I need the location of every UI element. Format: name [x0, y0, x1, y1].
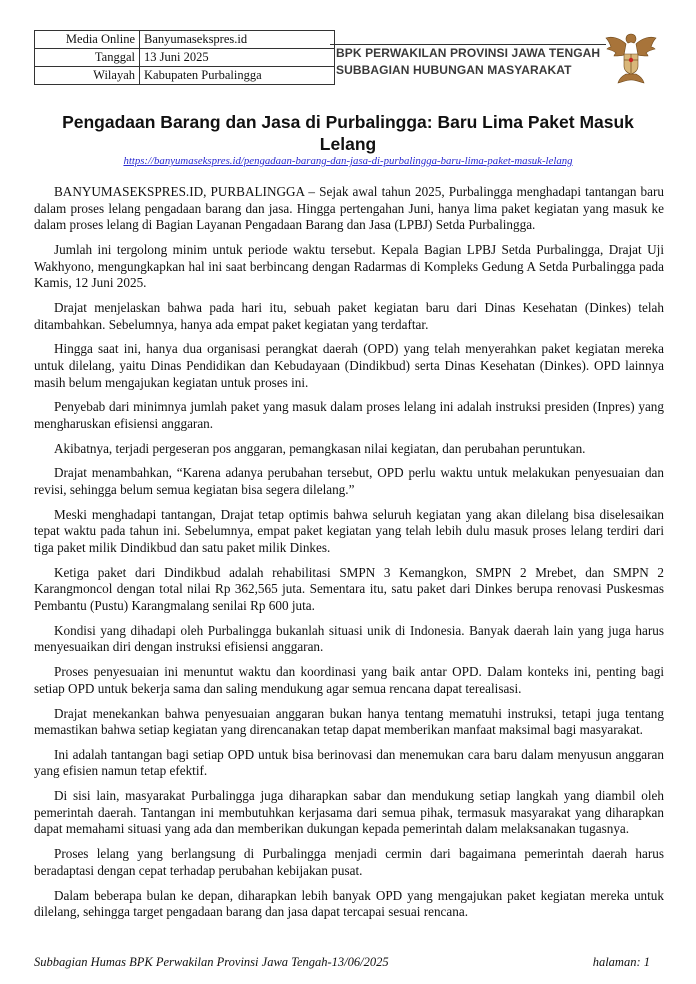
article-paragraph: Ketiga paket dari Dindikbud adalah rehabilitasi SMPN 3 Kemangkon, SMPN 2 Mrebet, dan SMPN 2 Karangmoncol dengan total nilai Rp 362,565 juta. Sementara itu, satu paket dari Dinkes berupa renovasi Puskesmas Pembantu (Pustu) Karangmalang senilai Rp 600 juta. — [34, 564, 664, 613]
article-paragraph: Meski menghadapi tantangan, Drajat tetap optimis bahwa seluruh kegiatan yang akan dilelang bisa diselesaikan tepat waktu pada tahun ini. Sebelumnya, empat paket kegiatan yang telah lebih dulu masuk proses lelang terdiri dari tiga paket milik Dindikbud dan satu paket milik Dinkes. — [34, 506, 664, 555]
article-paragraph: Drajat menjelaskan bahwa pada hari itu, sebuah paket kegiatan baru dari Dinas Kesehatan (Dinkes) telah ditambahkan. Sebelumnya, hanya ada empat paket kegiatan yang terdaftar. — [34, 299, 664, 332]
media-label: Media Online — [35, 31, 140, 49]
article-paragraph: Ini adalah tantangan bagi setiap OPD untuk bisa berinovasi dan menemukan cara baru dalam menyusun anggaran yang efisien namun tetap efektif. — [34, 746, 664, 779]
article-paragraph: Dalam beberapa bulan ke depan, diharapkan lebih banyak OPD yang mengajukan paket kegiatan mereka untuk dilelang, sehingga target pengadaan barang dan jasa dapat tercapai sesuai rencana. — [34, 887, 664, 920]
article-url-link[interactable]: https://banyumasekspres.id/pengadaan-barang-dan-jasa-di-purbalingga-baru-lima-paket-masuk-lelang — [123, 155, 573, 167]
article-paragraph: Jumlah ini tergolong minim untuk periode waktu tersebut. Kepala Bagian LPBJ Setda Purbalingga, Drajat Uji Wakhyono, mengungkapkan hal ini saat berbincang dengan Radarmas di Kompleks Gedung A Setda Purbalingga pada Kamis, 12 Juni 2025. — [34, 241, 664, 291]
region-value: Kabupaten Purbalingga — [140, 67, 335, 85]
media-value: Banyumasekspres.id — [140, 31, 335, 49]
footer-source: Subbagian Humas BPK Perwakilan Provinsi Jawa Tengah-13/06/2025 — [34, 955, 389, 969]
article-paragraph: Proses lelang yang berlangsung di Purbalingga menjadi cermin dari bagaimana pemerintah daerah harus beradaptasi dengan cepat terhadap perubahan kebijakan pusat. — [34, 846, 664, 878]
article-paragraph: Proses penyesuaian ini menuntut waktu dan koordinasi yang baik antar OPD. Dalam konteks ini, penting bagi setiap OPD untuk bekerja sama dan saling mendukung agar semua rencana dapat terealisasi. — [34, 664, 664, 696]
date-label: Tanggal — [35, 49, 140, 67]
org-line-2: SUBBAGIAN HUBUNGAN MASYARAKAT — [336, 63, 572, 77]
article-paragraph: BANYUMASEKSPRES.ID, PURBALINGGA – Sejak awal tahun 2025, Purbalingga menghadapi tantangan baru dalam proses lelang pengadaan barang dan jasa. Hingga pertengahan Juni, hanya lima paket kegiatan yang masuk ke dalam proses lelang di Bagian Layanan Pengadaan Barang dan Jasa (LPBJ) Setda Purbalingga. — [34, 184, 664, 233]
date-row — [35, 49, 335, 67]
org-line-1: BPK PERWAKILAN PROVINSI JAWA TENGAH — [336, 46, 601, 60]
region-row — [35, 67, 335, 85]
org-heading — [336, 45, 600, 79]
article-paragraph: Penyebab dari minimnya jumlah paket yang masuk dalam proses lelang ini adalah instruksi presiden (Inpres) yang mengharuskan efisiensi anggaran. — [34, 399, 664, 431]
page-number: halaman: 1 — [592, 955, 650, 969]
article-paragraph: Akibatnya, terjadi pergeseran pos anggaran, pemangkasan nilai kegiatan, dan perubahan peruntukan. — [54, 440, 586, 456]
article-title: Pengadaan Barang dan Jasa di Purbalingga: Baru Lima Paket Masuk Lelang — [62, 112, 634, 154]
article-paragraph: Drajat menekankan bahwa penyesuaian anggaran bukan hanya tentang mematuhi instruksi, tetapi juga tentang memastikan bahwa setiap kegiatan yang direncanakan tetap dapat memberikan manfaat maksimal bagi masyarakat. — [34, 705, 664, 738]
region-label: Wilayah — [35, 67, 140, 85]
media-info-table — [34, 30, 335, 85]
article-paragraph: Di sisi lain, masyarakat Purbalingga juga diharapkan sabar dan mendukung setiap langkah yang diambil oleh pemerintah daerah. Tantangan ini membutuhkan kerjasama dari semua pihak, termasuk masyarakat yang diharapkan dapat memahami situasi yang ada dan memberikan dukungan kepada pemerintah dalam melaksanakan tugasnya. — [34, 788, 664, 837]
media-row — [35, 31, 335, 49]
article-paragraph: Kondisi yang dihadapi oleh Purbalingga bukanlah situasi unik di Indonesia. Banyak daerah lain yang juga harus menyesuaikan diri dengan instruksi efisiensi anggaran. — [34, 622, 664, 655]
article-paragraph: Drajat menambahkan, “Karena adanya perubahan tersebut, OPD perlu waktu untuk melakukan penyesuaian dan revisi, sehingga belum semua kegiatan bisa segera dilelang.” — [34, 465, 664, 498]
garuda-emblem-icon — [604, 30, 658, 88]
date-value: 13 Juni 2025 — [140, 49, 335, 67]
article-paragraph: Hingga saat ini, hanya dua organisasi perangkat daerah (OPD) yang telah menyerahkan paket kegiatan mereka untuk dilelang, yaitu Dinas Pendidikan dan Kebudayaan (Dindikbud) serta Dinas Kesehatan (Dinkes). OPD lainnya masih belum mengajukan kegiatan untuk proses ini. — [34, 341, 664, 390]
article-body — [34, 184, 664, 929]
